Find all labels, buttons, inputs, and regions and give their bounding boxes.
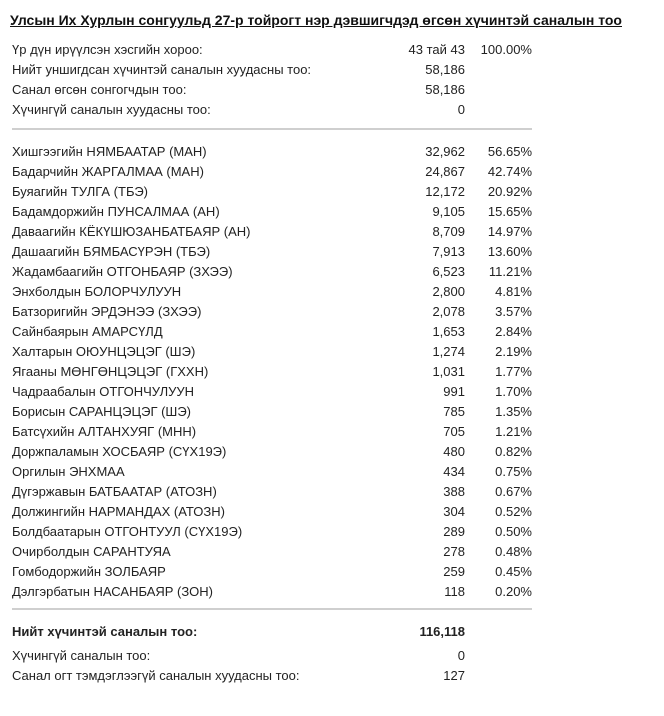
row-value: 32,962	[425, 144, 465, 159]
row-label: Ягааны МӨНГӨНЦЭЦЭГ (ГХХН)	[12, 364, 209, 379]
candidate-row	[12, 342, 532, 362]
row-label: Борисын САРАНЦЭЦЭГ (ШЭ)	[12, 404, 192, 419]
candidate-row	[12, 362, 532, 382]
row-label: Оргилын ЭНХМАА	[12, 464, 125, 479]
candidate-row	[12, 422, 532, 442]
row-value: 7,913	[432, 244, 465, 259]
row-value: 1,653	[432, 324, 465, 339]
row-label: Хүчингүй саналын тоо:	[12, 648, 151, 663]
page-title: Улсын Их Хурлын сонгуульд 27-р тойрогт нэр дэвшигчдэд өгсөн хүчинтэй саналын тоо	[10, 12, 622, 28]
row-value: 24,867	[425, 164, 465, 179]
candidate-row	[12, 542, 532, 562]
row-value: 2,078	[432, 304, 465, 319]
row-percent: 0.75%	[495, 464, 532, 479]
row-value: 289	[443, 524, 465, 539]
row-label: Дүгэржавын БАТБААТАР (АТОЗН)	[12, 484, 217, 499]
row-value: 6,523	[432, 264, 465, 279]
candidate-row	[12, 322, 532, 342]
divider	[12, 128, 532, 130]
row-value: 116,118	[419, 624, 465, 639]
row-percent: 20.92%	[487, 184, 532, 199]
row-label: Энхболдын БОЛОРЧУЛУУН	[12, 284, 182, 299]
row-label: Нийт хүчинтэй саналын тоо:	[12, 624, 198, 639]
row-value: 434	[443, 464, 465, 479]
row-value: 12,172	[425, 184, 465, 199]
row-value: 705	[443, 424, 465, 439]
row-label: Дэлгэрбатын НАСАНБАЯР (ЗОН)	[12, 584, 213, 599]
row-value: 0	[457, 648, 465, 663]
candidate-row	[12, 402, 532, 422]
row-label: Нийт уншигдсан хүчинтэй саналын хуудасны тоо:	[12, 62, 312, 77]
row-label: Санал өгсөн сонгогчдын тоо:	[12, 82, 187, 97]
row-percent: 13.60%	[487, 244, 532, 259]
candidate-row	[12, 162, 532, 182]
row-value: 9,105	[432, 204, 465, 219]
row-percent: 14.97%	[487, 224, 532, 239]
candidate-row	[12, 582, 532, 602]
row-percent: 0.50%	[495, 524, 532, 539]
summary-row	[12, 80, 465, 100]
row-label: Үр дүн ирүүлсэн хэсгийн хороо:	[12, 42, 203, 57]
candidate-row	[12, 302, 532, 322]
candidate-row	[12, 462, 532, 482]
row-value: 58,186	[425, 62, 465, 77]
row-label: Даваагийн КЁКҮШЮЗАНБАТБАЯР (АН)	[12, 224, 251, 239]
row-label: Буяагийн ТУЛГА (ТБЭ)	[12, 184, 149, 199]
row-percent: 2.19%	[495, 344, 532, 359]
row-value: 2,800	[432, 284, 465, 299]
candidate-row	[12, 482, 532, 502]
row-label: Хүчингүй саналын хуудасны тоо:	[12, 102, 211, 117]
row-label: Должингийн НАРМАНДАХ (АТОЗН)	[12, 504, 225, 519]
row-label: Бадамдоржийн ПУНСАЛМАА (АН)	[12, 204, 220, 219]
row-label: Халтарын ОЮУНЦЭЦЭГ (ШЭ)	[12, 344, 196, 359]
row-label: Батсүхийн АЛТАНХУЯГ (МНН)	[12, 424, 197, 439]
row-value: 127	[443, 668, 465, 683]
candidate-row	[12, 442, 532, 462]
row-percent: 11.21%	[488, 264, 532, 279]
footer-row	[12, 666, 465, 686]
row-label: Санал огт тэмдэглээгүй саналын хуудасны тоо:	[12, 668, 300, 683]
row-value: 278	[443, 544, 465, 559]
row-label: Батзоригийн ЭРДЭНЭЭ (ЗХЭЭ)	[12, 304, 202, 319]
candidate-row	[12, 502, 532, 522]
row-value: 1,274	[432, 344, 465, 359]
row-value: 1,031	[432, 364, 465, 379]
row-percent: 0.45%	[495, 564, 532, 579]
row-percent: 4.81%	[495, 284, 532, 299]
row-percent: 1.35%	[495, 404, 532, 419]
row-percent: 3.57%	[495, 304, 532, 319]
row-value: 43 тай 43	[408, 42, 465, 57]
row-label: Очирболдын САРАНТУЯА	[12, 544, 171, 559]
row-percent: 0.48%	[495, 544, 532, 559]
row-percent: 15.65%	[487, 204, 532, 219]
row-percent: 1.70%	[495, 384, 532, 399]
row-percent: 1.77%	[495, 364, 532, 379]
row-value: 991	[443, 384, 465, 399]
summary-row	[12, 60, 465, 80]
footer-row	[12, 646, 465, 666]
candidate-row	[12, 562, 532, 582]
candidate-row	[12, 242, 532, 262]
row-value: 0	[457, 102, 465, 117]
row-label: Сайнбаярын АМАРСҮЛД	[12, 324, 163, 339]
row-value: 118	[444, 584, 465, 599]
row-label: Болдбаатарын ОТГОНТУУЛ (СҮХ19Э)	[12, 524, 243, 539]
candidate-row	[12, 182, 532, 202]
row-label: Доржпаламын ХОСБАЯР (СҮХ19Э)	[12, 444, 227, 459]
row-percent: 0.20%	[495, 584, 532, 599]
row-label: Гомбодоржийн ЗОЛБАЯР	[12, 564, 166, 579]
candidate-row	[12, 522, 532, 542]
summary-row	[12, 100, 465, 120]
row-percent: 42.74%	[487, 164, 532, 179]
row-value: 259	[443, 564, 465, 579]
row-percent: 0.52%	[495, 504, 532, 519]
candidate-row	[12, 262, 532, 282]
divider	[12, 608, 532, 610]
row-percent: 2.84%	[495, 324, 532, 339]
row-label: Бадарчийн ЖАРГАЛМАА (МАН)	[12, 164, 204, 179]
row-label: Хишгээгийн НЯМБААТАР (МАН)	[12, 144, 207, 159]
row-value: 58,186	[425, 82, 465, 97]
row-percent: 1.21%	[495, 424, 532, 439]
candidate-row	[12, 222, 532, 242]
row-percent: 56.65%	[487, 144, 532, 159]
row-label: Жадамбаагийн ОТГОНБАЯР (ЗХЭЭ)	[12, 264, 233, 279]
footer-row	[12, 622, 465, 642]
candidate-row	[12, 282, 532, 302]
row-value: 388	[443, 484, 465, 499]
row-percent: 100.00%	[480, 42, 532, 57]
row-percent: 0.82%	[495, 444, 532, 459]
row-label: Чадраабалын ОТГОНЧУЛУУН	[12, 384, 195, 399]
row-value: 304	[443, 504, 465, 519]
candidate-row	[12, 382, 532, 402]
row-value: 785	[443, 404, 465, 419]
row-value: 480	[443, 444, 465, 459]
row-label: Дашаагийн БЯМБАСҮРЭН (ТБЭ)	[12, 244, 211, 259]
row-percent: 0.67%	[495, 484, 532, 499]
candidate-row	[12, 142, 532, 162]
row-value: 8,709	[432, 224, 465, 239]
summary-row	[12, 40, 532, 60]
candidate-row	[12, 202, 532, 222]
